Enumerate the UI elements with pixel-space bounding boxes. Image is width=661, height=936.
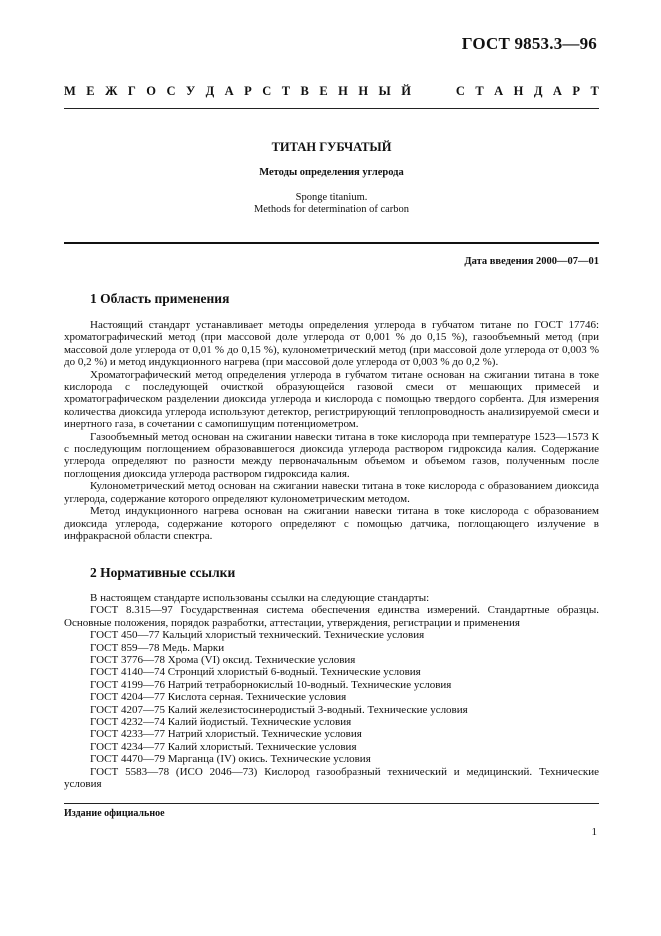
- reference-item: ГОСТ 450—77 Кальций хлористый технический. Технические условия: [90, 629, 425, 642]
- banner-letter: Г: [127, 84, 136, 98]
- reference-item: ГОСТ 4140—74 Стронций хлористый 6-водный. Технические условия: [90, 666, 421, 679]
- reference-item: ГОСТ 5583—78 (ИСО 2046—73) Кислород газообразный технический и медицинский. Технические условия: [64, 765, 599, 791]
- title-divider: [64, 242, 599, 244]
- section-2-heading: 2 Нормативные ссылки: [90, 565, 236, 580]
- standard-type-banner: [64, 84, 599, 99]
- english-title: [64, 192, 599, 216]
- english-title-line1: Sponge titanium.: [295, 192, 368, 203]
- banner-letter: А: [224, 84, 234, 98]
- banner-letter: А: [552, 84, 562, 98]
- section-1-body: [64, 319, 599, 542]
- reference-item: ГОСТ 4199—76 Натрий тетраборнокислый 10-водный. Технические условия: [90, 678, 452, 691]
- paragraph: Кулонометрический метод основан на сжигании навески титана в токе кислорода с образованием диоксида углерода, содержание которого определяют кулонометрическим методом.: [64, 480, 599, 505]
- document-title: ТИТАН ГУБЧАТЫЙ: [271, 140, 392, 154]
- banner-letter: Ж: [105, 84, 118, 98]
- paragraph: Настоящий стандарт устанавливает методы определения углерода в губчатом титане по ГОСТ 17746: хроматографический метод (при массовой доле углерода от 0,001 % до 0,15 %), газообъемный метод (при массовой доле углерода от 0,01 % до 0,15 %), кулонометрический метод (при массовой доле углерода от 0,003 % до 0,2 %) и метод индукционного нагрева (при массовой доле углерода от 0,003 % до 0,2 %).: [64, 319, 599, 369]
- official-edition-label: Издание официальное: [64, 808, 165, 819]
- banner-letter: Н: [358, 84, 369, 98]
- paragraph: Метод индукционного нагрева основан на сжигании навески титана в токе кислорода с образованием диоксида углерода, содержание которого определяют с помощью датчика, поглощающего излучение в инфракрасной области спектра.: [64, 505, 599, 542]
- banner-letter: С: [455, 84, 465, 98]
- reference-item: ГОСТ 4233—77 Натрий хлористый. Технические условия: [90, 728, 362, 741]
- banner-letter: Т: [590, 84, 599, 98]
- footer-divider: [64, 803, 599, 804]
- banner-letter: У: [185, 84, 196, 98]
- reference-item: ГОСТ 4234—77 Калий хлористый. Технические условия: [90, 740, 357, 753]
- banner-letter: Ы: [378, 84, 391, 98]
- banner-letter: Н: [513, 84, 524, 98]
- banner-letter: М: [64, 84, 76, 98]
- banner-letter: В: [300, 84, 309, 98]
- banner-letter: Е: [319, 84, 328, 98]
- banner-letter: Д: [533, 84, 543, 98]
- banner-letter: Т: [475, 84, 484, 98]
- banner-letter: С: [166, 84, 176, 98]
- gost-number: ГОСТ 9853.3—96: [461, 34, 597, 53]
- reference-item: ГОСТ 4470—79 Марганца (IV) окись. Технические условия: [90, 753, 371, 766]
- section-1-heading: 1 Область применения: [90, 291, 230, 306]
- reference-item: ГОСТ 4232—74 Калий йодистый. Технические условия: [90, 716, 352, 729]
- paragraph: Газообъемный метод основан на сжигании навески титана в токе кислорода при температуре 1523—1573 К с последующим поглощением образовавшегося диоксида углерода раствором гидроксида калия. Содержание углерода определяют по разности между первоначальным объемом и объемом газов, полученным после поглощения диоксида углерода раствором гидроксида калия.: [64, 430, 599, 480]
- references-list: [64, 592, 599, 791]
- reference-item: ГОСТ 3776—78 Хрома (VI) оксид. Технические условия: [90, 654, 356, 667]
- reference-item: ГОСТ 859—78 Медь. Марки: [90, 641, 225, 654]
- banner-letter: О: [146, 84, 157, 98]
- banner-letter: Й: [401, 84, 411, 98]
- banner-letter: С: [262, 84, 272, 98]
- reference-item: ГОСТ 4204—77 Кислота серная. Технические условия: [90, 691, 347, 704]
- english-title-line2: Methods for determination of carbon: [253, 204, 410, 215]
- banner-gap: [421, 84, 445, 99]
- banner-letter: Р: [244, 84, 252, 98]
- paragraph: Хроматографический метод определения углерода в губчатом титане основан на сжигании титана в токе кислорода с последующей очисткой образующейся газовой смеси от мешающих примесей и хроматографическом разделении диоксида углерода и кислорода с помощью твердого сорбента. Для измерения количества диоксида углерода используют детектор, регистрирующий теплопроводность анализируемой смеси и инертного газа, в сочетании с самопишущим потенциометром.: [64, 368, 599, 431]
- banner-letter: Е: [86, 84, 95, 98]
- document-subtitle: Методы определения углерода: [259, 167, 404, 178]
- reference-item: ГОСТ 8.315—97 Государственная система обеспечения единства измерений. Стандартные образцы. Основные положения, порядок разработки, аттестации, утверждения, регистрации и применения: [64, 604, 599, 629]
- reference-item: ГОСТ 4207—75 Калий железистосинеродистый 3-водный. Технические условия: [90, 703, 468, 716]
- page-number: 1: [591, 826, 597, 838]
- banner-letter: Р: [572, 84, 581, 98]
- banner-letter: Т: [281, 84, 291, 98]
- references-intro: В настоящем стандарте использованы ссылки на следующие стандарты:: [90, 592, 430, 604]
- banner-letter: Д: [205, 84, 215, 98]
- header-divider: [64, 108, 599, 109]
- introduction-date: Дата введения 2000—07—01: [464, 256, 599, 267]
- banner-letter: А: [494, 84, 504, 98]
- banner-letter: Н: [338, 84, 348, 98]
